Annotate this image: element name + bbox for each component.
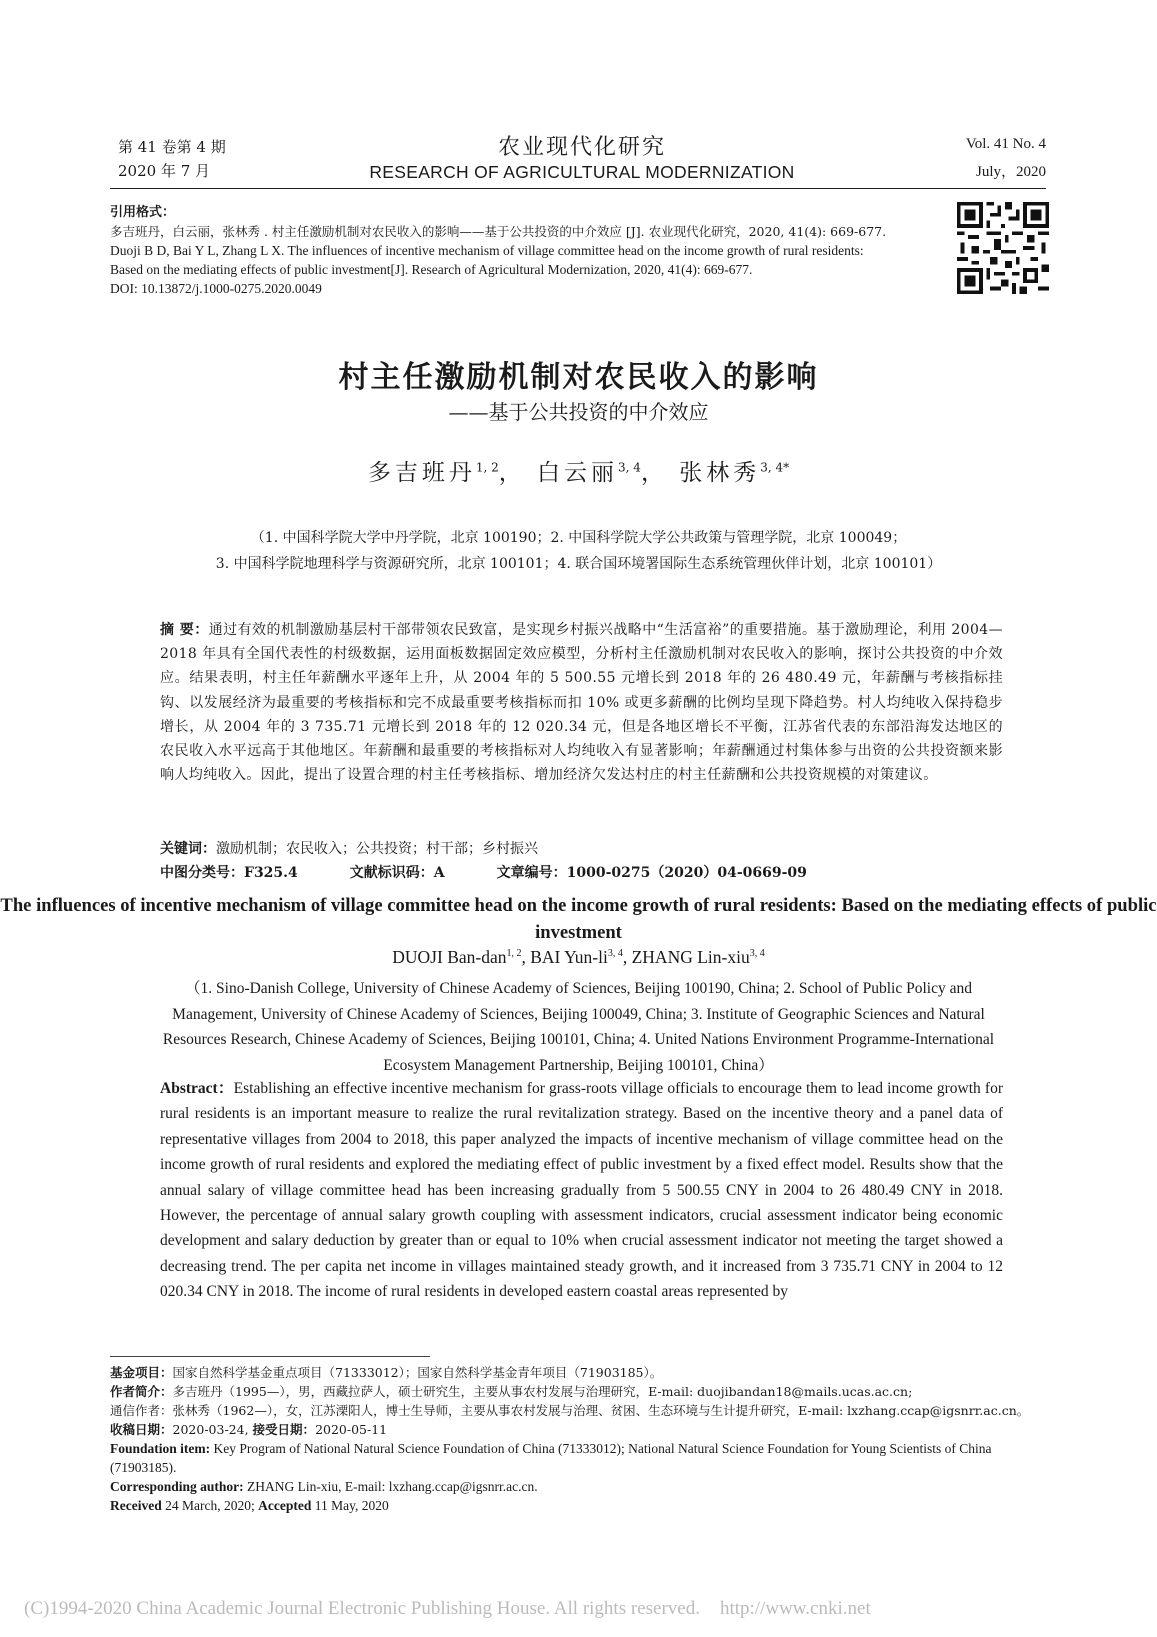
journal-title-en: RESEARCH OF AGRICULTURAL MODERNIZATION [369, 162, 795, 182]
citation-block [110, 203, 900, 298]
volume-issue: 第 41 卷第 4 期 [118, 138, 226, 156]
foundation-item-en [110, 1439, 1056, 1477]
author-affil-sup: 3, 4* [760, 460, 790, 475]
accepted-date: 11 May, 2020 [311, 1498, 389, 1513]
keywords-cn [160, 838, 1003, 858]
issue-date-en: July，2020 [975, 164, 1046, 180]
abstract-text-en: Establishing an effective incentive mechanism for grass-roots village officials to encourage them to lead income growth for rural residents is an important measure to realize the rural revitalization strategy. Based on the incentive theory and a panel data of representative villages from 2004 to 2018, this paper analyzed the impacts of incentive mechanism of village committee head on the income growth of rural residents and explored the mediating effect of public investment by a fixed effect model. Results show that the annual salary of village committee head has been increasing gradually from 5 500.55 CNY in 2004 to 26 480.49 CNY in 2018. However, the percentage of annual salary growth coupling with assessment indicators, crucial assessment indicator being economic development and salary deduction by greater than or equal to 10% when crucial assessment indicator not meeting the target showed a decreasing trend. The per capita net income in villages maintained steady growth, and it increased from 3 735.71 CNY in 2004 to 12 020.34 CNY in 2018. The income of rural residents in developed eastern coastal areas represented by [160, 1080, 1003, 1301]
abstract-text-cn: 通过有效的机制激励基层村干部带领农民致富，是实现乡村振兴战略中“生活富裕”的重要措施。基于激励理论，利用 2004—2018 年具有全国代表性的村级数据，运用面板数据固定效应模型，分析村主任激励机制对农民收入的影响，探讨公共投资的中介效应。结果表明，村主任年薪酬水平逐年上升，从 2004 年的 5 500.55 元增长到 2018 年的 26 480.49 元，年薪酬与考核指标挂钩、以发展经济为最重要的考核指标和完不成最重要考核指标而扣 10% 或更多薪酬的比例均呈现下降趋势。村人均纯收入保持稳步增长，从 2004 年的 3 735.71 元增长到 2018 年的 12 020.34 元，但是各地区增长不平衡，江苏省代表的东部沿海发达地区的农民收入水平远高于其他地区。年薪酬和最重要的考核指标对人均纯收入有显著影响；年薪酬通过村集体参与出资的公共投资额来影响人均纯收入。因此，提出了设置合理的村主任考核指标、增加经济欠发达村庄的村主任薪酬和公共投资规模的对策建议。 [160, 622, 1003, 784]
author-name-en[interactable]: BAI Yun-li [530, 947, 608, 967]
dates-cn [110, 1420, 1056, 1439]
affiliation-line: 3. 中国科学院地理科学与资源研究所，北京 100101；4. 联合国环境署国际生态系统管理伙伴计划，北京 100101） [215, 556, 942, 572]
fund-label: 基金项目： [110, 1365, 173, 1380]
document-code: 文献标识码：A [349, 865, 445, 881]
affiliations-cn [0, 525, 1157, 577]
author-separator: , [521, 947, 531, 967]
abstract-label-en: Abstract： [160, 1080, 234, 1097]
corr-label: 通信作者： [110, 1403, 173, 1418]
keywords-label: 关键词： [160, 841, 216, 857]
author-name[interactable]: 白云丽 [537, 460, 619, 486]
qr-code-icon[interactable] [957, 202, 1049, 294]
copyright-notice [24, 1598, 871, 1620]
author-affil-sup: 1, 2 [506, 948, 522, 960]
fund-text: 国家自然科学基金重点项目（71333012）；国家自然科学基金青年项目（71903185）。 [172, 1365, 663, 1380]
article-title-cn: 村主任激励机制对农民收入的影响 [338, 360, 819, 395]
classification-line [160, 862, 1003, 882]
foundation-text: Key Program of National Natural Science Foundation of China (71333012); National Natural Science Foundation for Young Scientists of China (71903185). [110, 1441, 992, 1475]
article-subtitle-cn: ——基于公共投资的中介效应 [448, 400, 709, 424]
cnki-link[interactable]: http://www.cnki.net [719, 1598, 871, 1619]
corr-text: 张林秀（1962—），女，江苏溧阳人，博士生导师，主要从事农村发展与治理、贫困、生态环境与生计提升研究，E-mail: lxzhang.ccap@igsnrr.ac.cn。 [172, 1403, 1030, 1418]
author-separator: , [622, 947, 632, 967]
received-label-cn: 收稿日期： [110, 1422, 173, 1437]
author-affil-sup: 3, 4 [607, 948, 623, 960]
dates-en [110, 1496, 1056, 1515]
author-name[interactable]: 张林秀 [679, 460, 761, 486]
bio-label: 作者简介： [110, 1384, 173, 1399]
author-bio [110, 1382, 1056, 1401]
author-name[interactable]: 多吉班丹 [367, 460, 476, 486]
running-header [118, 136, 1046, 188]
authors-en [0, 947, 1157, 968]
author-separator: ， [640, 460, 668, 486]
bio-text: 多吉班丹（1995—），男，西藏拉萨人，硕士研究生，主要从事农村发展与治理研究，E-mail: duojibandan18@mails.ucas.ac.cn; [172, 1384, 913, 1399]
accepted-label-cn: 接受日期： [252, 1422, 316, 1437]
authors-cn [0, 454, 1157, 487]
author-affil-sup: 3, 4 [749, 948, 765, 960]
abstract-en [160, 1076, 1003, 1305]
author-affil-sup: 3, 4 [618, 460, 641, 475]
affiliations-en: （1. Sino-Danish College, University of Chinese Academy of Sciences, Beijing 100190, China; 2. School of Public Policy and Management, University of Chinese Academy of Sciences, Beijing 100049, China; 3. Institute of Geographic Sciences and Natural Resources Research, Chinese Academy of Sciences, Beijing 100101, China; 4. United Nations Environment Programme-International Ecosystem Management Partnership, Beijing 100101, China） [162, 980, 995, 1074]
author-name-en[interactable]: ZHANG Lin-xiu [631, 947, 750, 967]
author-name-en[interactable]: DUOJI Ban-dan [392, 947, 507, 967]
issue-date-cn: 2020 年 7 月 [118, 162, 211, 180]
corresponding-author-cn [110, 1401, 1056, 1420]
accepted-date-cn: 2020-05-11 [315, 1422, 388, 1437]
copyright-text: (C)1994-2020 China Academic Journal Electronic Publishing House. All rights reserved. [24, 1598, 700, 1619]
ca-label: Corresponding author: [110, 1479, 244, 1494]
footnote-divider [110, 1356, 430, 1357]
doi: DOI: 10.13872/j.1000-0275.2020.0049 [110, 281, 322, 296]
article-title-en: The influences of incentive mechanism of village committee head on the income growth of rural residents: Based on the mediating effects of public investment [0, 895, 1157, 943]
received-date-cn: 2020-03-24, [172, 1422, 253, 1437]
clc-number: 中图分类号：F325.4 [160, 865, 298, 881]
fund-note [110, 1363, 1056, 1382]
received-date: 24 March, 2020; [161, 1498, 259, 1513]
volume-issue-en: Vol. 41 No. 4 [965, 136, 1046, 152]
ca-text: ZHANG Lin-xiu, E-mail: lxzhang.ccap@igsnrr.ac.cn. [243, 1479, 538, 1494]
foundation-label: Foundation item: [110, 1441, 211, 1456]
received-label: Received [110, 1498, 162, 1513]
journal-title-cn: 农业现代化研究 [497, 135, 666, 160]
article-number: 文章编号：1000-0275（2020）04-0669-09 [496, 865, 807, 881]
author-affil-sup: 1, 2 [475, 460, 499, 475]
corresponding-author-en [110, 1477, 1056, 1496]
accepted-label: Accepted [258, 1498, 312, 1513]
affiliation-line: （1. 中国科学院大学中丹学院，北京 100190；2. 中国科学院大学公共政策与管理学院，北京 100049； [250, 530, 907, 546]
citation-en: Duoji B D, Bai Y L, Zhang L X. The influences of incentive mechanism of village committee head on the income growth of rural residents: Based on the mediating effects of public investment[J]. Research of Agricultural Modernization, 2020, 41(4): 669-677. [110, 243, 864, 277]
footnotes [110, 1363, 1056, 1515]
abstract-label-cn: 摘 要： [160, 622, 209, 638]
citation-cn: 多吉班丹，白云丽，张林秀 . 村主任激励机制对农民收入的影响——基于公共投资的中介效应 [J]. 农业现代化研究，2020, 41(4): 669-677. [110, 224, 887, 239]
header-divider [110, 188, 1046, 189]
keywords-text: 激励机制；农民收入；公共投资；村干部；乡村振兴 [216, 841, 538, 857]
abstract-cn [160, 618, 1003, 787]
author-separator: ， [498, 460, 526, 486]
citation-label: 引用格式： [110, 205, 176, 220]
